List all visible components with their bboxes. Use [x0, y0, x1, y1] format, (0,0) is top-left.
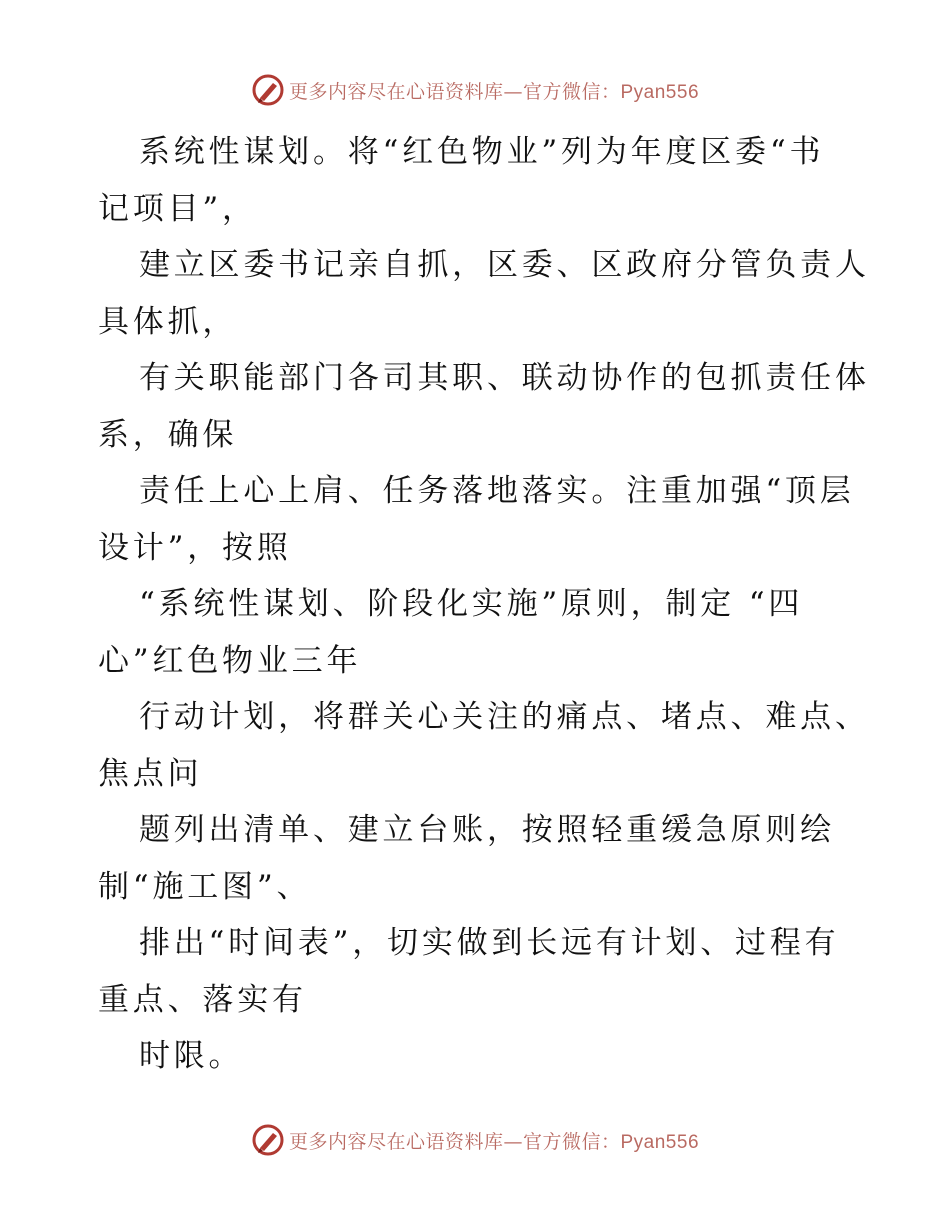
text-line: 焦点问: [98, 755, 203, 792]
header-banner: [0, 70, 950, 110]
text-line: 建立区委书记亲自抓，区委、区政府分管负责人: [98, 247, 870, 283]
banner-text: 更多内容尽在心语资料库—官方微信：Pyan556: [288, 80, 700, 103]
text-line: “系统性谋划、阶段化实施”原则，制定 “四: [98, 586, 804, 622]
document-body: [98, 124, 898, 1085]
text-line: 心”红色物业三年: [98, 642, 362, 679]
text-line: 记项目”，: [98, 190, 257, 227]
text-line: 行动计划，将群关心关注的痛点、堵点、难点、: [98, 699, 870, 735]
text-line: 设计”，按照: [98, 529, 292, 566]
text-line: 系，确保: [98, 416, 238, 453]
text-line: 具体抓，: [98, 303, 238, 340]
text-line: 系统性谋划。将“红色物业”列为年度区委“书: [98, 134, 825, 170]
text-line: 重点、落实有: [98, 981, 307, 1018]
text-line: 排出“时间表”，切实做到长远有计划、过程有: [98, 925, 840, 961]
pen-logo-icon: [251, 73, 285, 107]
text-line: 有关职能部门各司其职、联动协作的包抓责任体: [98, 360, 870, 396]
text-line: 时限。: [98, 1038, 244, 1074]
text-line: 题列出清单、建立台账，按照轻重缓急原则绘: [98, 812, 835, 848]
banner-text: 更多内容尽在心语资料库—官方微信：Pyan556: [288, 1130, 700, 1153]
text-line: 制“施工图”、: [98, 868, 312, 905]
pen-logo-icon: [251, 1123, 285, 1157]
footer-banner: [0, 1120, 950, 1160]
text-line: 责任上心上肩、任务落地落实。注重加强“顶层: [98, 473, 855, 509]
